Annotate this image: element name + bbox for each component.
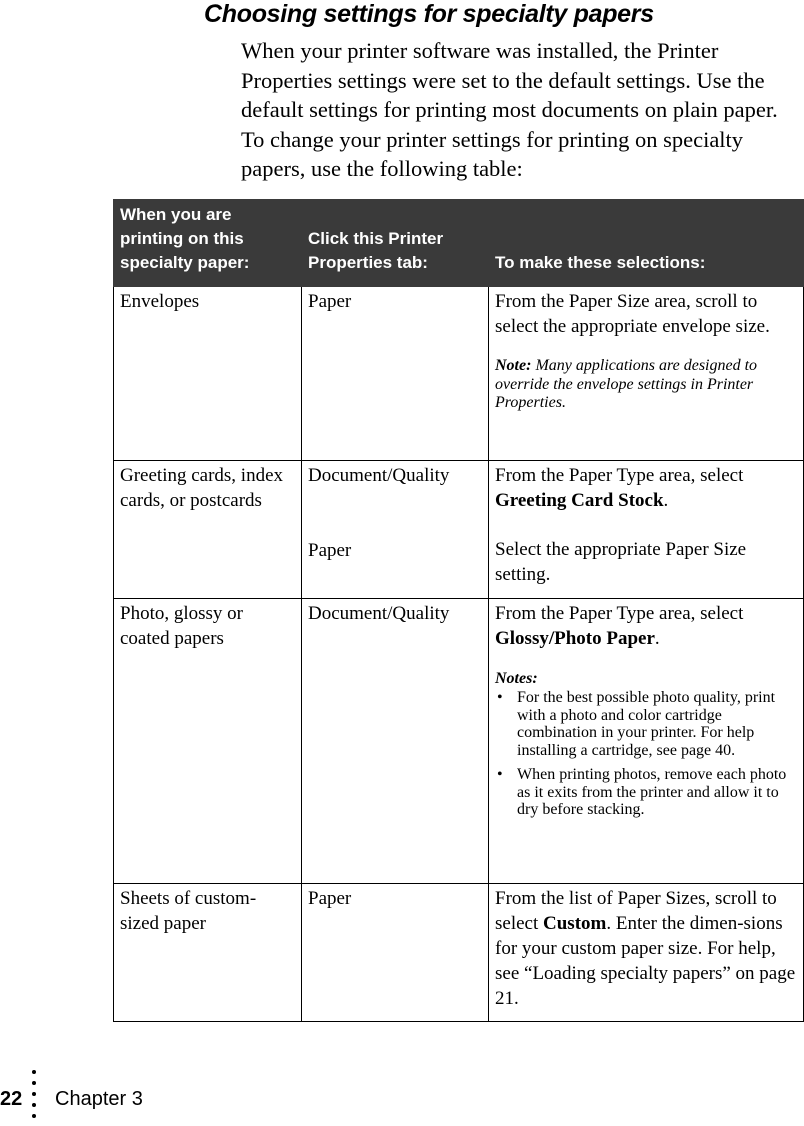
chapter-label: Chapter 3 [55, 1088, 143, 1110]
cell-paper: Greeting cards, index cards, or postcards [114, 461, 302, 599]
list-item [495, 689, 797, 759]
cell-tab: Document/Quality [302, 599, 489, 884]
selection-text: From the Paper Size area, scroll to select the appropriate envelope size. [495, 291, 770, 337]
selection-post: . [654, 628, 660, 649]
cell-selection [489, 461, 804, 599]
bullet-icon: • [497, 689, 503, 706]
selection-text: Select the appropriate Paper Size setting. [495, 539, 747, 585]
table-row [114, 287, 804, 461]
note [495, 357, 797, 413]
header-tab: Click this Printer Properties tab: [302, 200, 489, 287]
table-row [114, 599, 804, 884]
bullet-icon: • [497, 766, 503, 783]
notes-label: Notes: [495, 670, 538, 687]
cell-tab: Paper [302, 884, 489, 1022]
footer-dots [32, 1070, 36, 1125]
cell-selection [489, 599, 804, 884]
cell-tab [302, 461, 489, 599]
intro-paragraph: When your printer software was installed, the Printer Properties settings were set to the default settings. Use the default settings for printing most documents on plain paper. To change your printer settings for printing on specialty papers, use the following table: [241, 38, 778, 181]
table-header-row [114, 200, 804, 287]
selection-post: . Enter the dimen-sions for your custom paper size. For help, see “Loading specialty papers” on page 21. [495, 913, 796, 1009]
selection-pre: From the list of Paper Sizes, scroll to select [495, 888, 777, 934]
table-row [114, 884, 804, 1022]
cell-selection [489, 884, 804, 1022]
list-item [495, 766, 797, 819]
selection-text [495, 463, 797, 513]
selection-bold: Greeting Card Stock [495, 490, 664, 511]
cell-paper: Photo, glossy or coated papers [114, 599, 302, 884]
tab-name: Document/Quality [308, 465, 450, 486]
cell-paper: Sheets of custom-sized paper [114, 884, 302, 1022]
selection-bold: Glossy/Photo Paper [495, 628, 655, 649]
note-text: When printing photos, remove each photo as it exits from the printer and allow it to dry before stacking. [517, 766, 787, 818]
note-text: For the best possible photo quality, print with a photo and color cartridge combination in your printer. For help installing a cartridge, see page 40. [517, 689, 776, 759]
page-number: 22 [0, 1088, 23, 1110]
section-title: Choosing settings for specialty papers [204, 0, 654, 28]
tab-name: Paper [308, 540, 352, 561]
cell-paper: Envelopes [114, 287, 302, 461]
selection-pre: From the Paper Type area, select [495, 603, 744, 624]
note-text: Many applications are designed to override the envelope settings in Printer Properties. [495, 357, 758, 411]
selection-pre: From the Paper Type area, select [495, 465, 744, 486]
header-paper: When you are printing on this specialty paper: [114, 200, 302, 287]
header-selections: To make these selections: [489, 200, 804, 287]
selection-post: . [663, 490, 669, 511]
cell-selection [489, 287, 804, 461]
specialty-paper-table [113, 199, 804, 1022]
cell-tab: Paper [302, 287, 489, 461]
selection-text [495, 601, 797, 651]
table-row [114, 461, 804, 599]
notes-list [495, 689, 797, 819]
note-label: Note: [495, 357, 532, 374]
selection-bold: Custom [543, 913, 607, 934]
